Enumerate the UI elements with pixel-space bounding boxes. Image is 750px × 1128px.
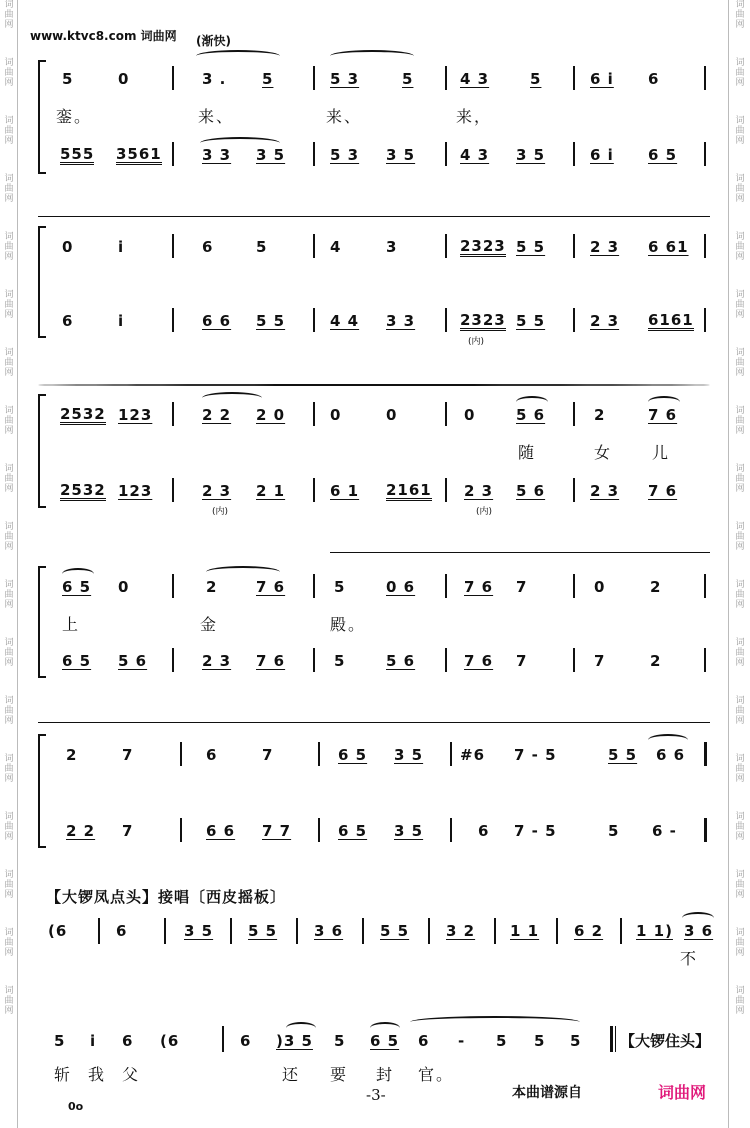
- system-brace: [38, 734, 46, 848]
- barline: [172, 142, 174, 166]
- note: 2 0: [256, 406, 286, 424]
- lyric: 来、: [326, 107, 363, 126]
- note: 123: [118, 406, 153, 424]
- note: 5 6: [118, 652, 148, 670]
- note: 5: [334, 578, 346, 596]
- barline: [704, 308, 706, 332]
- note: 5: [262, 70, 274, 88]
- note: 5: [256, 238, 268, 256]
- note: 4: [330, 238, 342, 256]
- lyric: 女: [594, 443, 613, 462]
- note: 6 2: [574, 922, 604, 940]
- barline: [615, 1026, 616, 1052]
- lyric: 随: [518, 443, 537, 462]
- barline: [704, 742, 707, 766]
- note: 0: [594, 578, 606, 596]
- note: 5 5: [248, 922, 278, 940]
- inner-mark: (内): [212, 507, 229, 517]
- barline: [704, 66, 706, 90]
- barline: [704, 234, 706, 258]
- lyric: 要: [330, 1065, 349, 1084]
- barline: [445, 142, 447, 166]
- right-watermark-column: 词 曲 网 词 曲 网 词 曲 网 词 曲 网 词 曲 网 词 曲 网 词 曲 网 词 曲 网 词 曲 网 词 曲 网 词 曲 网 词 曲 网 词 曲 网 词 曲 网 词 曲 网 词 曲 网 词 曲 网 词 曲 网: [735, 0, 745, 1016]
- tempo-mark: (渐快): [196, 34, 231, 48]
- note: 4 3: [460, 146, 490, 164]
- barline: [98, 918, 100, 944]
- note: 6 -: [652, 822, 677, 840]
- barline: [313, 234, 315, 258]
- note: 3 3: [202, 146, 232, 164]
- note: 7: [516, 652, 528, 670]
- note: 2 3: [202, 652, 232, 670]
- barline: [445, 308, 447, 332]
- note: (6: [48, 922, 68, 940]
- note: 2 3: [590, 482, 620, 500]
- note: 6 6: [202, 312, 232, 330]
- note: 2: [206, 578, 218, 596]
- barline: [704, 142, 706, 166]
- note: 5 5: [380, 922, 410, 940]
- note: 3 5: [516, 146, 546, 164]
- barline: [172, 66, 174, 90]
- lyric: 不: [680, 949, 699, 968]
- barline: [556, 918, 558, 944]
- note: 2 2: [66, 822, 96, 840]
- note: 4 3: [460, 70, 490, 88]
- note: 5 5: [256, 312, 286, 330]
- barline: [230, 918, 232, 944]
- note: -: [458, 1032, 466, 1050]
- note: 2161: [386, 481, 432, 499]
- note: 6 6: [656, 746, 686, 764]
- note: 5 5: [516, 238, 546, 256]
- note: 6 5: [648, 146, 678, 164]
- barline: [313, 402, 315, 426]
- note: 6 5: [338, 822, 368, 840]
- note: 5: [530, 70, 542, 88]
- note: 2323: [460, 237, 506, 255]
- note: 3 .: [202, 70, 227, 88]
- note: 2323: [460, 311, 506, 329]
- barline: [222, 1026, 224, 1052]
- barline: [445, 574, 447, 598]
- note: 2 3: [464, 482, 494, 500]
- left-margin-rule: [17, 0, 18, 1128]
- note: 6: [202, 238, 214, 256]
- note: 3 5: [256, 146, 286, 164]
- note: 5: [62, 70, 74, 88]
- note: 5: [54, 1032, 66, 1050]
- note: 123: [118, 482, 153, 500]
- note: 7: [122, 822, 134, 840]
- note: 3: [386, 238, 398, 256]
- barline: [450, 742, 452, 766]
- note: 7 6: [648, 406, 678, 424]
- lyric: 斩: [54, 1065, 73, 1084]
- note: 7: [594, 652, 606, 670]
- note: 2 3: [590, 312, 620, 330]
- note: 5: [496, 1032, 508, 1050]
- barline: [573, 66, 575, 90]
- system-brace: [38, 566, 46, 678]
- lyric: 上: [62, 615, 81, 634]
- note: 7: [516, 578, 528, 596]
- note: 5 6: [516, 406, 546, 424]
- barline: [172, 478, 174, 502]
- note: i: [118, 238, 125, 256]
- barline: [172, 308, 174, 332]
- barline: [704, 574, 706, 598]
- system-brace: [38, 394, 46, 508]
- barline: [573, 308, 575, 332]
- barline: [573, 648, 575, 672]
- note: 2: [594, 406, 606, 424]
- note: 1 1): [636, 922, 673, 940]
- tie-line: [330, 552, 710, 553]
- note: 2532: [60, 481, 106, 499]
- lyric: 来，: [456, 107, 493, 126]
- note: 5: [534, 1032, 546, 1050]
- note: 6 5: [338, 746, 368, 764]
- cropped-fragment: 0o: [68, 1100, 84, 1113]
- inner-mark: (内): [468, 337, 485, 347]
- barline: [428, 918, 430, 944]
- note: 6: [116, 922, 128, 940]
- note: 2 2: [202, 406, 232, 424]
- note: 6: [418, 1032, 430, 1050]
- note: 5 6: [516, 482, 546, 500]
- note: 5 6: [386, 652, 416, 670]
- barline: [704, 648, 706, 672]
- lyric: 父: [122, 1065, 141, 1084]
- barline: [445, 66, 447, 90]
- note: 7 6: [464, 652, 494, 670]
- barline: [445, 402, 447, 426]
- lyric: 还: [282, 1065, 301, 1084]
- barline: [164, 918, 166, 944]
- note: 0: [62, 238, 74, 256]
- note: 6: [206, 746, 218, 764]
- system-brace: [38, 226, 46, 338]
- barline: [573, 574, 575, 598]
- barline: [313, 142, 315, 166]
- note: 3 5: [394, 746, 424, 764]
- note: 3 6: [684, 922, 714, 940]
- system-brace: [38, 60, 46, 174]
- barline: [704, 818, 707, 842]
- barline: [573, 402, 575, 426]
- inner-mark: (内): [476, 507, 493, 517]
- left-watermark-column: 词 曲 网 词 曲 网 词 曲 网 词 曲 网 词 曲 网 词 曲 网 词 曲 网 词 曲 网 词 曲 网 词 曲 网 词 曲 网 词 曲 网 词 曲 网 词 曲 网 词 曲 网 词 曲 网 词 曲 网 词 曲 网: [4, 0, 14, 1016]
- barline: [318, 818, 320, 842]
- note: 5: [570, 1032, 582, 1050]
- barline: [172, 648, 174, 672]
- tie-line: [38, 384, 710, 386]
- barline: [180, 742, 182, 766]
- end-label: 【大锣住头】: [620, 1032, 711, 1050]
- note: i: [90, 1032, 97, 1050]
- note: 3 5: [386, 146, 416, 164]
- note: 2 3: [590, 238, 620, 256]
- note: 7 - 5: [514, 746, 557, 764]
- note: 6: [240, 1032, 252, 1050]
- lyric: 我: [88, 1065, 107, 1084]
- barline: [494, 918, 496, 944]
- page-number: -3-: [366, 1086, 386, 1104]
- note: 2: [66, 746, 78, 764]
- note: 6 i: [590, 146, 614, 164]
- note: )3 5: [276, 1032, 313, 1050]
- note: 0: [464, 406, 476, 424]
- note: 6: [62, 312, 74, 330]
- barline: [573, 142, 575, 166]
- barline: [313, 66, 315, 90]
- brand-logo[interactable]: 词曲网: [658, 1083, 707, 1102]
- slur: [648, 734, 688, 746]
- slur: [206, 566, 280, 578]
- note: 5: [608, 822, 620, 840]
- barline: [172, 574, 174, 598]
- right-margin-rule: [728, 0, 729, 1128]
- note: 7: [122, 746, 134, 764]
- note: 0 6: [386, 578, 416, 596]
- note: 7 6: [648, 482, 678, 500]
- slur: [410, 1016, 580, 1028]
- barline: [313, 574, 315, 598]
- section-header: 【大锣凤点头】接唱〔西皮摇板〕: [46, 888, 287, 906]
- note: 6: [478, 822, 490, 840]
- note: 7 6: [256, 652, 286, 670]
- note: 1 1: [510, 922, 540, 940]
- note: 3 5: [394, 822, 424, 840]
- barline: [445, 648, 447, 672]
- note: 3561: [116, 145, 162, 163]
- site-url[interactable]: www.ktvc8.com: [30, 29, 137, 43]
- note: 6 5: [370, 1032, 400, 1050]
- barline: [573, 234, 575, 258]
- lyric: 殿。: [330, 615, 367, 634]
- note: 0: [118, 70, 130, 88]
- note: 6: [648, 70, 660, 88]
- note: 7 6: [256, 578, 286, 596]
- tie-line: [38, 722, 710, 723]
- barline: [573, 478, 575, 502]
- slur: [330, 50, 414, 62]
- barline: [362, 918, 364, 944]
- note: 6 i: [590, 70, 614, 88]
- barline: [313, 478, 315, 502]
- note: 7 - 5: [514, 822, 557, 840]
- barline: [172, 402, 174, 426]
- barline: [180, 818, 182, 842]
- lyric: 銮。: [56, 107, 93, 126]
- barline: [610, 1026, 613, 1052]
- barline: [620, 918, 622, 944]
- barline: [445, 234, 447, 258]
- note: 7 6: [464, 578, 494, 596]
- note: 555: [60, 145, 95, 163]
- note: 3 2: [446, 922, 476, 940]
- note: i: [118, 312, 125, 330]
- slur: [202, 392, 262, 404]
- lyric: 封: [376, 1065, 395, 1084]
- note: 5: [334, 1032, 346, 1050]
- lyric: 官。: [418, 1065, 455, 1084]
- note: 6: [122, 1032, 134, 1050]
- note: 7: [262, 746, 274, 764]
- note: 3 3: [386, 312, 416, 330]
- note: 6 1: [330, 482, 360, 500]
- note: 0: [386, 406, 398, 424]
- lyric: 来、: [198, 107, 235, 126]
- note: 2 1: [256, 482, 286, 500]
- barline: [296, 918, 298, 944]
- note: 3 5: [184, 922, 214, 940]
- barline: [313, 308, 315, 332]
- note: 2532: [60, 405, 106, 423]
- note: 6161: [648, 311, 694, 329]
- note: 5: [402, 70, 414, 88]
- note: 5: [334, 652, 346, 670]
- lyric: 金: [200, 615, 219, 634]
- tie-line: [38, 216, 710, 217]
- source-label: 本曲谱源自: [512, 1085, 582, 1101]
- site-name: 词曲网: [140, 29, 177, 43]
- note: #6: [460, 746, 486, 764]
- lyric: 儿: [652, 443, 671, 462]
- note: 6 61: [648, 238, 689, 256]
- site-header: [30, 27, 177, 44]
- barline: [318, 742, 320, 766]
- slur: [196, 50, 280, 62]
- note: 5 3: [330, 70, 360, 88]
- barline: [450, 818, 452, 842]
- note: 5 5: [516, 312, 546, 330]
- note: 2 3: [202, 482, 232, 500]
- note: 6 5: [62, 652, 92, 670]
- barline: [313, 648, 315, 672]
- note: 0: [330, 406, 342, 424]
- note: 2: [650, 578, 662, 596]
- note: (6: [160, 1032, 180, 1050]
- barline: [445, 478, 447, 502]
- note: 0: [118, 578, 130, 596]
- note: 6 5: [62, 578, 92, 596]
- note: 4 4: [330, 312, 360, 330]
- note: 2: [650, 652, 662, 670]
- note: 7 7: [262, 822, 292, 840]
- barline: [172, 234, 174, 258]
- note: 5 3: [330, 146, 360, 164]
- note: 6 6: [206, 822, 236, 840]
- note: 3 6: [314, 922, 344, 940]
- note: 5 5: [608, 746, 638, 764]
